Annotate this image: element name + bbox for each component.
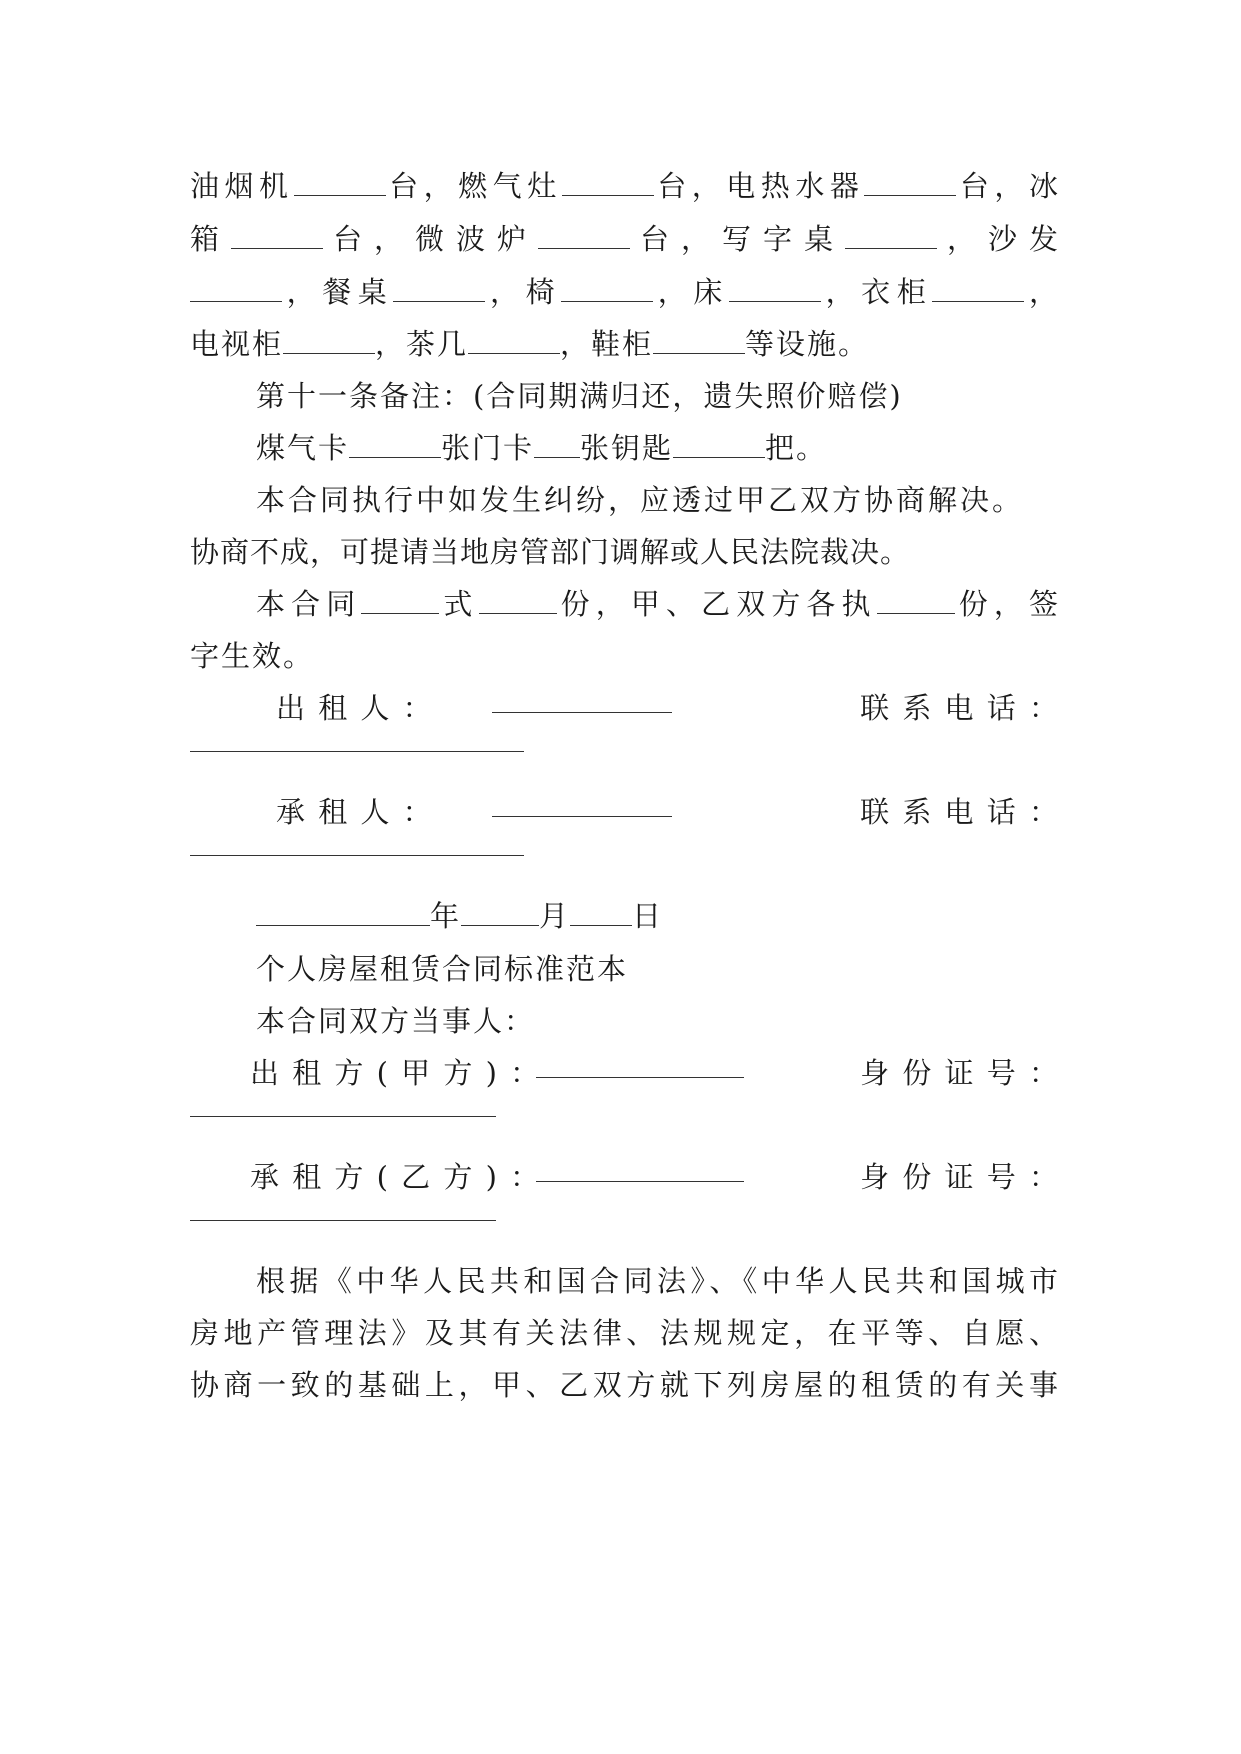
blank-field [534,429,580,458]
year-blank [256,897,430,926]
blank-field [729,273,821,302]
text-bed: ，床 [653,275,729,309]
date-line [256,896,1060,936]
lessee-phone-label: 联 系 电 话 ： [860,795,1060,829]
text-desk: 台，写字桌 [629,222,845,256]
text-chair: ，椅 [485,275,562,309]
text-shoe-cabinet: ，鞋柜 [560,327,654,361]
basis-line-3: 协商一致的基础上，甲、乙双方就下列房屋的租赁的有关事 [190,1368,1060,1402]
text-gas-stove: 台，燃气灶 [385,169,562,203]
blank-field [538,220,630,249]
blank-field [361,585,439,614]
text-fridge-end: 箱 [190,222,231,256]
parties-intro: 本合同双方当事人： [256,1004,536,1038]
text-wardrobe: ，衣柜 [820,275,933,309]
blank-field [877,585,955,614]
party-a-id-label: 身 份 证 号 ： [860,1056,1060,1090]
copies-line-2: 字生效。 [190,639,315,673]
blank-field [231,220,323,249]
blank-field [932,273,1024,302]
day-blank [570,897,632,926]
text-fridge-start: 台，冰 [956,169,1060,203]
month-label: 月 [539,899,571,933]
party-a-label: 出 租 方 ( 甲 方 ) ： [250,1056,542,1090]
party-a-name-line [536,1077,744,1078]
blank-field [561,273,653,302]
text-microwave: 台，微波炉 [323,222,538,256]
party-b-label: 承 租 方 ( 乙 方 ) ： [250,1160,542,1194]
text-form: 式 [439,587,479,621]
lessor-signature-line [492,712,672,713]
lessor-phone-label: 联 系 电 话 ： [860,691,1060,725]
text-sign: 份，签 [954,587,1060,621]
lessee-signature-line [492,816,672,817]
text-handle: 把。 [765,431,828,465]
text-comma: ， [1024,275,1060,309]
lessor-label: 出 租 人 ： [276,691,434,725]
dispute-line-1: 本合同执行中如发生纠纷，应透过甲乙双方协商解决。 [256,483,1025,517]
party-b-id-label: 身 份 证 号 ： [860,1160,1060,1194]
blank-field [294,167,386,196]
blank-field [190,273,282,302]
blank-field [673,429,765,458]
blank-field [864,167,956,196]
blank-field [845,220,937,249]
basis-line-2: 房地产管理法》及其有关法律、法规规定，在平等、自愿、 [190,1316,1060,1350]
text-water-heater: 台，电热水器 [653,169,865,203]
blank-field [468,325,560,354]
basis-line-1: 根据《中华人民共和国合同法》、《中华人民共和国城市 [256,1264,1060,1298]
copies-line-1 [256,584,1060,624]
year-label: 年 [430,899,462,933]
furniture-line-3 [190,272,1060,312]
furniture-line-2 [190,219,1060,259]
blank-field [349,429,441,458]
blank-field [479,585,557,614]
text-contract: 本合同 [256,587,362,621]
text-each-party: 份，甲、乙双方各执 [556,587,877,621]
party-b-id-line [190,1220,496,1221]
text-tv-cabinet: 电视柜 [190,327,284,361]
text-tea-table: ，茶几 [375,327,469,361]
blank-field [393,273,485,302]
article-11-heading: 第十一条备注：(合同期满归还，遗失照价赔偿) [256,379,903,413]
lessor-phone-line [190,751,524,752]
blank-field [283,325,375,354]
text-gas-card: 煤气卡 [256,431,350,465]
text-door-card: 张门卡 [441,431,535,465]
day-label: 日 [632,899,664,933]
party-b-name-line [536,1181,744,1182]
party-a-id-line [190,1116,496,1117]
dispute-line-2: 协商不成，可提请当地房管部门调解或人民法院裁决。 [190,535,911,569]
furniture-line-1 [190,166,1060,206]
text-facilities: 等设施。 [745,327,870,361]
text-key: 张钥匙 [580,431,674,465]
text-dining-table: ，餐桌 [282,275,394,309]
lessee-phone-line [190,855,524,856]
keys-line [256,428,1060,468]
blank-field [653,325,745,354]
text-range-hood: 油烟机 [190,169,294,203]
lessee-label: 承 租 人 ： [276,795,434,829]
furniture-line-4 [190,324,1060,364]
blank-field [562,167,654,196]
document-title: 个人房屋租赁合同标准范本 [256,952,629,986]
month-blank [461,897,539,926]
text-sofa: ，沙发 [936,222,1060,256]
